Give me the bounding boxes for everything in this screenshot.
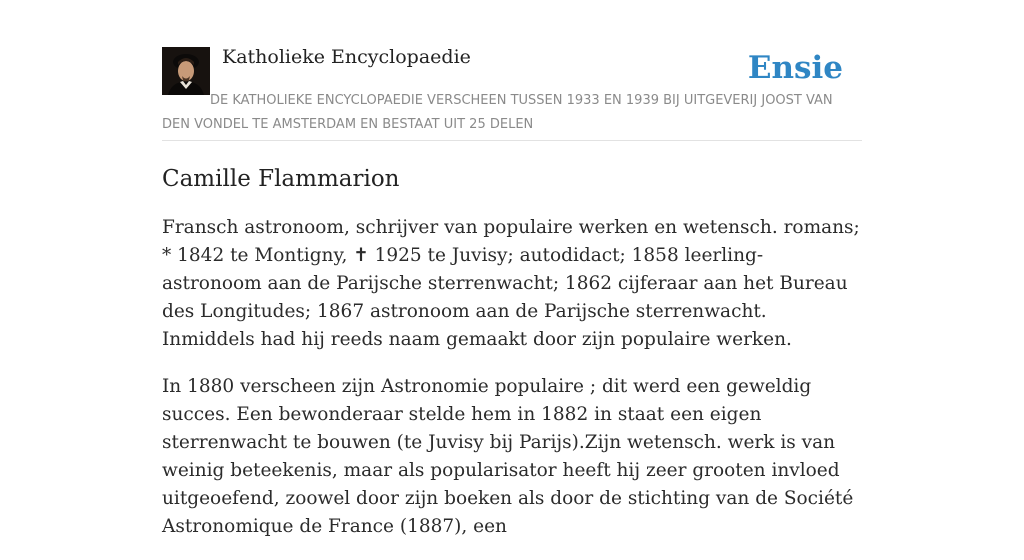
avatar[interactable] <box>162 47 210 95</box>
site-title[interactable]: Katholieke Encyclopaedie <box>222 46 471 68</box>
site-header <box>162 44 862 141</box>
site-subtitle: DE KATHOLIEKE ENCYCLOPAEDIE VERSCHEEN TUSSEN 1933 EN 1939 BIJ UITGEVERIJ JOOST VAN DEN VONDEL TE AMSTERDAM EN BESTAAT UIT 25 DELEN <box>162 93 833 132</box>
article-title: Camille Flammarion <box>162 166 400 192</box>
brand-logo[interactable]: Ensie <box>747 50 843 86</box>
portrait-icon <box>162 47 210 95</box>
article-paragraph: Fransch astronoom, schrijver van populaire werken en wetensch. romans; * 1842 te Montigny, ✝ 1925 te Juvisy; autodidact; 1858 leerling-astronoom aan de Parijsche sterrenwacht; 1862 cijferaar aan het Bureau des Longitudes; 1867 astronoom aan de Parijsche sterrenwacht. Inmiddels had hij reeds naam gemaakt door zijn populaire werken. <box>162 217 860 350</box>
article <box>162 162 862 560</box>
article-paragraph: In 1880 verscheen zijn Astronomie populaire ; dit werd een geweldig succes. Een bewonderaar stelde hem in 1882 in staat een eigen sterrenwacht te bouwen (te Juvisy bij Parijs).Zijn wetensch. werk is van weinig beteekenis, maar als popularisator heeft hij zeer grooten invloed uitgeoefend, zoowel door zijn boeken als door de stichting van de Société Astronomique de France (1887), een <box>162 376 854 537</box>
